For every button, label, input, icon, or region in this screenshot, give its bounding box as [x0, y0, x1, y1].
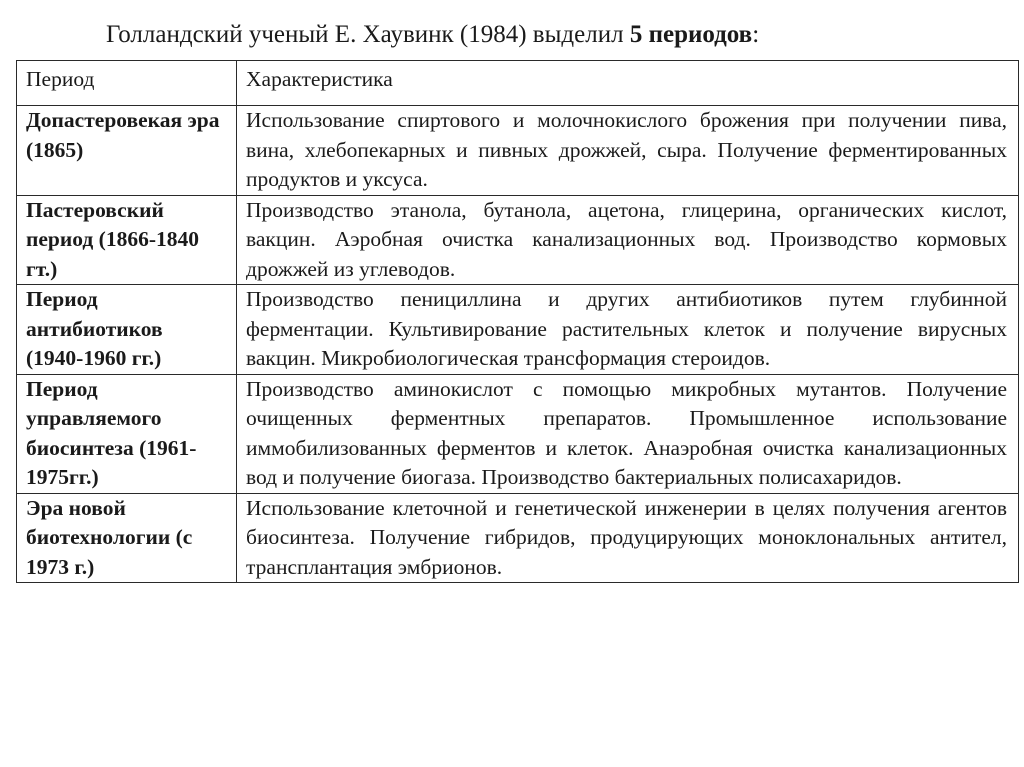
description-cell: Производство пенициллина и других антибиотиков путем глубинной ферментации. Культивирование растительных клеток и получение вирусных вакцин. Микробиологическая трансформация стероидов.	[237, 285, 1019, 375]
header-period: Период	[17, 61, 237, 106]
period-cell: Допастеровекая эра (1865)	[17, 106, 237, 196]
periods-table	[16, 60, 1019, 583]
period-cell: Период управляемого биосинтеза (1961-1975гг.)	[17, 374, 237, 493]
table-row	[17, 106, 1019, 196]
table-header-row	[17, 61, 1019, 106]
table-row	[17, 195, 1019, 285]
title-prefix: Голландский ученый Е. Хаувинк (1984) выделил	[106, 21, 630, 48]
page-title	[106, 20, 759, 50]
period-cell: Пастеровский период (1866-1840 гт.)	[17, 195, 237, 285]
table-row	[17, 285, 1019, 375]
header-characteristic: Характеристика	[237, 61, 1019, 106]
title-emphasis: 5 периодов	[629, 21, 753, 48]
description-cell: Производство этанола, бутанола, ацетона, глицерина, органических кислот, вакцин. Аэробная очистка канализационных вод. Производство кормовых дрожжей из углеводов.	[237, 195, 1019, 285]
description-cell: Производство аминокислот с помощью микробных мутантов. Получение очищенных ферментных препаратов. Промышленное использование иммобилизованных ферментов и клеток. Анаэробная очистка канализационных вод и получение биогаза. Производство бактериальных полисахаридов.	[237, 374, 1019, 493]
description-cell: Использование спиртового и молочнокислого брожения при получении пива, вина, хлебопекарных и пивных дрожжей, сыра. Получение ферментированных продуктов и уксуса.	[237, 106, 1019, 196]
table-row	[17, 493, 1019, 583]
description-cell: Использование клеточной и генетической инженерии в целях получения агентов биосинтеза. Получение гибридов, продуцирующих моноклональных антител, трансплантация эмбрионов.	[237, 493, 1019, 583]
period-cell: Эра новой биотехнологии (с 1973 г.)	[17, 493, 237, 583]
period-cell: Период антибиотиков (1940-1960 гг.)	[17, 285, 237, 375]
title-suffix: :	[752, 21, 760, 48]
table-row	[17, 374, 1019, 493]
